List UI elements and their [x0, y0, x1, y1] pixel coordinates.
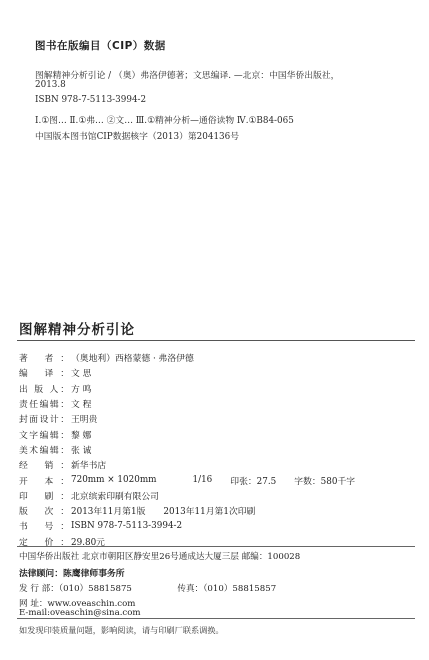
spec-printer: 北京缤索印刷有限公司 [71, 491, 159, 502]
credit-row-art-editor [19, 442, 419, 457]
spec-row-printer [19, 488, 419, 503]
credit-row-cover-design [19, 411, 419, 426]
spec-row-edition [19, 503, 419, 518]
credit-value: 文 程 [71, 400, 92, 411]
credit-row-publisher [19, 381, 419, 396]
credit-row-text-editor [19, 426, 419, 441]
credit-label: 美术编辑： [19, 445, 69, 456]
spec-words: 字数：580千字 [294, 476, 356, 487]
cip-line-2: 2013.8 [35, 80, 66, 90]
credit-value: 文 思 [71, 369, 92, 380]
spec-price: 29.80元 [71, 537, 105, 548]
spec-label: 版 次： [19, 507, 69, 518]
credit-value: 黎 娜 [71, 430, 92, 441]
publisher-address: 中国华侨出版社 北京市朝阳区静安里26号通成达大厦三层 邮编：100028 [19, 552, 301, 562]
spec-sheets: 印张：27.5 [230, 476, 277, 487]
email-line: E-mail:oveaschin@sina.com [19, 608, 141, 618]
legal-label: 法律顾问： [19, 569, 63, 579]
cip-heading: 图书在版编目（CIP）数据 [35, 40, 166, 52]
spec-label: 书 号： [19, 522, 69, 533]
spec-row-format [19, 472, 419, 487]
credit-row-author [19, 350, 419, 365]
legal-row [19, 566, 125, 579]
spec-row-isbn [19, 518, 419, 533]
spec-label: 印 刷： [19, 491, 69, 502]
legal-firm: 陈鹰律师事务所 [63, 569, 125, 579]
credit-label: 经 销： [19, 461, 69, 472]
credit-label: 出 版 人： [19, 384, 69, 395]
credit-label: 文字编辑： [19, 430, 69, 441]
web-label: 网 址： [19, 599, 48, 609]
divider [17, 546, 415, 547]
cip-line-1: 图解精神分析引论 / （奥）弗洛伊德著；文思编译. —北京：中国华侨出版社， [35, 71, 340, 81]
phone-label: 发 行 部： [19, 584, 59, 594]
credit-row-distributor [19, 457, 419, 472]
credits-block [19, 350, 419, 549]
cip-classification: Ⅰ.①图… Ⅱ.①弗… ②文… Ⅲ.①精神分析—通俗读物 Ⅳ.①B84-065 [35, 116, 294, 126]
credit-row-editor [19, 396, 419, 411]
spec-isbn: ISBN 978-7-5113-3994-2 [71, 520, 183, 531]
spec-label: 开 本： [19, 476, 69, 487]
credit-label: 责任编辑： [19, 400, 69, 411]
spec-format: 720mm × 1020mm [71, 475, 157, 486]
credit-row-translator [19, 365, 419, 380]
credit-value: 王明贵 [71, 415, 98, 426]
phone-row [19, 582, 276, 594]
quality-notice: 如发现印装质量问题，影响阅读，请与印刷厂联系调换。 [19, 625, 224, 635]
book-title: 图解精神分析引论 [19, 322, 135, 338]
credit-label: 著 者： [19, 354, 69, 365]
cip-isbn: ISBN 978-7-5113-3994-2 [35, 95, 147, 105]
divider [17, 618, 415, 619]
credit-value: 张 诚 [71, 445, 92, 456]
cip-library-record: 中国版本图书馆CIP数据核字（2013）第204136号 [35, 132, 240, 142]
spec-fold: 1/16 [192, 475, 213, 486]
credit-value: 新华书店 [71, 461, 107, 472]
phone-number: （010）58815875 [58, 584, 132, 594]
spec-impression: 2013年11月第1次印刷 [163, 507, 256, 518]
spec-edition: 2013年11月第1版 [71, 507, 146, 518]
credit-value: 方 鸣 [71, 384, 92, 395]
credit-label: 编 译： [19, 369, 69, 380]
fax-number: （010）58815857 [203, 584, 277, 594]
spec-label: 定 价： [19, 537, 69, 548]
credit-value: （奥地利）西格蒙德 · 弗洛伊德 [71, 354, 194, 365]
fax-label: 传真： [177, 584, 204, 594]
title-rule [17, 340, 415, 341]
web-address: www.oveaschin.com [47, 599, 136, 609]
credit-label: 封面设计： [19, 415, 69, 426]
